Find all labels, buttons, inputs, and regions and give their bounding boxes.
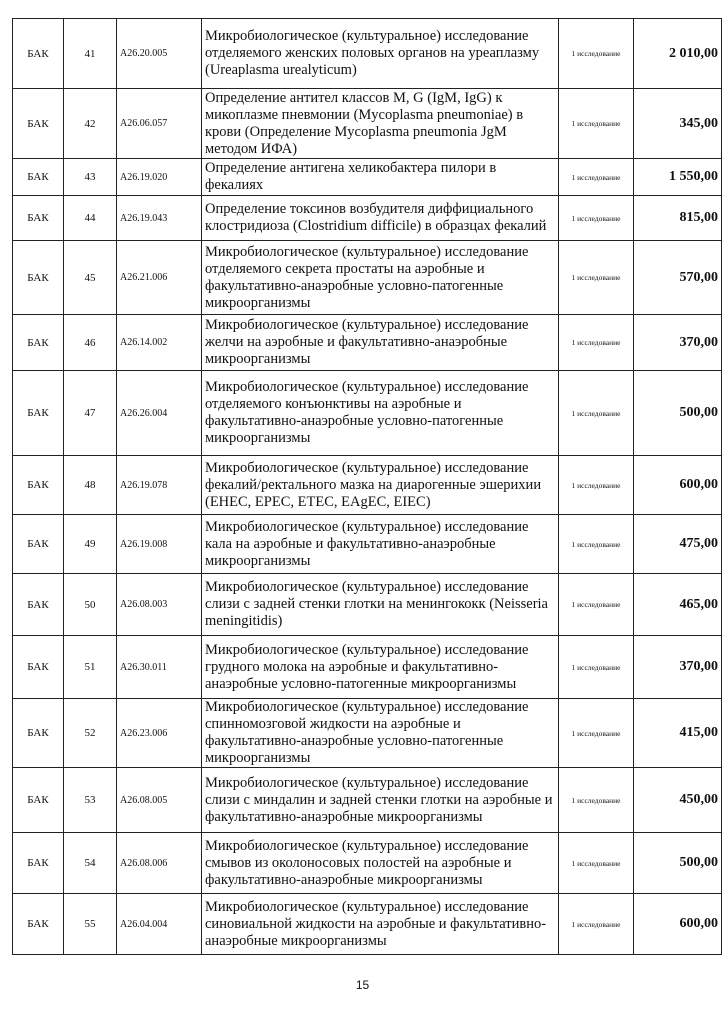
service-code-cell: A26.19.043 bbox=[117, 196, 202, 241]
price-list-table bbox=[12, 18, 722, 955]
row-number-cell: 41 bbox=[64, 19, 117, 89]
row-number-cell: 48 bbox=[64, 456, 117, 515]
department-cell: БАК bbox=[13, 241, 64, 315]
row-number-cell: 53 bbox=[64, 768, 117, 833]
department-cell: БАК bbox=[13, 574, 64, 636]
row-number-cell: 47 bbox=[64, 371, 117, 456]
service-code-cell: A26.06.057 bbox=[117, 89, 202, 159]
table-row bbox=[13, 196, 722, 241]
table-row bbox=[13, 371, 722, 456]
price-cell: 415,00 bbox=[634, 699, 722, 768]
service-code-cell: A26.14.002 bbox=[117, 315, 202, 371]
row-number-cell: 43 bbox=[64, 159, 117, 196]
table-row bbox=[13, 515, 722, 574]
unit-cell: 1 исследование bbox=[559, 574, 634, 636]
row-number-cell: 51 bbox=[64, 636, 117, 699]
department-cell: БАК bbox=[13, 515, 64, 574]
department-cell: БАК bbox=[13, 196, 64, 241]
unit-cell: 1 исследование bbox=[559, 456, 634, 515]
service-name-cell: Микробиологическое (культуральное) исследование слизи с миндалин и задней стенки глотки на аэробные и факультативно-анаэробные микроорганизмы bbox=[202, 768, 559, 833]
page-number: 15 bbox=[355, 978, 370, 992]
service-name-cell: Микробиологическое (культуральное) исследование грудного молока на аэробные и факультативно-анаэробные условно-патогенные микроорганизмы bbox=[202, 636, 559, 699]
department-cell: БАК bbox=[13, 833, 64, 894]
service-code-cell: A26.04.004 bbox=[117, 894, 202, 955]
department-cell: БАК bbox=[13, 699, 64, 768]
service-code-cell: A26.20.005 bbox=[117, 19, 202, 89]
service-code-cell: A26.08.003 bbox=[117, 574, 202, 636]
service-code-cell: A26.19.008 bbox=[117, 515, 202, 574]
table-row bbox=[13, 89, 722, 159]
service-code-cell: A26.19.078 bbox=[117, 456, 202, 515]
department-cell: БАК bbox=[13, 371, 64, 456]
price-cell: 370,00 bbox=[634, 636, 722, 699]
price-cell: 570,00 bbox=[634, 241, 722, 315]
service-code-cell: A26.26.004 bbox=[117, 371, 202, 456]
table-row bbox=[13, 768, 722, 833]
table-row bbox=[13, 699, 722, 768]
service-code-cell: A26.23.006 bbox=[117, 699, 202, 768]
row-number-cell: 45 bbox=[64, 241, 117, 315]
row-number-cell: 49 bbox=[64, 515, 117, 574]
service-name-cell: Микробиологическое (культуральное) исследование отделяемого конъюнктивы на аэробные и факультативно-анаэробные условно-патогенные микроорганизмы bbox=[202, 371, 559, 456]
unit-cell: 1 исследование bbox=[559, 894, 634, 955]
department-cell: БАК bbox=[13, 19, 64, 89]
unit-cell: 1 исследование bbox=[559, 19, 634, 89]
service-name-cell: Микробиологическое (культуральное) исследование фекалий/ректального мазка на диарогенные эшерихии (EHEC, EPEC, ETEC, EAgEC, EIEC) bbox=[202, 456, 559, 515]
service-name-cell: Микробиологическое (культуральное) исследование слизи с задней стенки глотки на менингококк (Neisseria meningitidis) bbox=[202, 574, 559, 636]
unit-cell: 1 исследование bbox=[559, 241, 634, 315]
service-code-cell: A26.19.020 bbox=[117, 159, 202, 196]
department-cell: БАК bbox=[13, 456, 64, 515]
row-number-cell: 52 bbox=[64, 699, 117, 768]
table-row bbox=[13, 241, 722, 315]
service-name-cell: Микробиологическое (культуральное) исследование отделяемого секрета простаты на аэробные и факультативно-анаэробные условно-патогенные микроорганизмы bbox=[202, 241, 559, 315]
price-cell: 475,00 bbox=[634, 515, 722, 574]
unit-cell: 1 исследование bbox=[559, 699, 634, 768]
table-row bbox=[13, 159, 722, 196]
row-number-cell: 42 bbox=[64, 89, 117, 159]
service-name-cell: Микробиологическое (культуральное) исследование отделяемого женских половых органов на уреаплазму (Ureaplasma urealyticum) bbox=[202, 19, 559, 89]
table-row bbox=[13, 894, 722, 955]
unit-cell: 1 исследование bbox=[559, 768, 634, 833]
table-row bbox=[13, 315, 722, 371]
price-cell: 450,00 bbox=[634, 768, 722, 833]
unit-cell: 1 исследование bbox=[559, 371, 634, 456]
service-name-cell: Определение антигена хеликобактера пилори в фекалиях bbox=[202, 159, 559, 196]
row-number-cell: 55 bbox=[64, 894, 117, 955]
unit-cell: 1 исследование bbox=[559, 196, 634, 241]
service-name-cell: Микробиологическое (культуральное) исследование кала на аэробные и факультативно-анаэробные микроорганизмы bbox=[202, 515, 559, 574]
price-cell: 2 010,00 bbox=[634, 19, 722, 89]
department-cell: БАК bbox=[13, 89, 64, 159]
table-row bbox=[13, 574, 722, 636]
row-number-cell: 54 bbox=[64, 833, 117, 894]
department-cell: БАК bbox=[13, 894, 64, 955]
department-cell: БАК bbox=[13, 315, 64, 371]
table-row bbox=[13, 636, 722, 699]
price-cell: 465,00 bbox=[634, 574, 722, 636]
service-code-cell: A26.08.005 bbox=[117, 768, 202, 833]
table-row bbox=[13, 19, 722, 89]
price-cell: 815,00 bbox=[634, 196, 722, 241]
row-number-cell: 44 bbox=[64, 196, 117, 241]
unit-cell: 1 исследование bbox=[559, 159, 634, 196]
row-number-cell: 46 bbox=[64, 315, 117, 371]
unit-cell: 1 исследование bbox=[559, 89, 634, 159]
department-cell: БАК bbox=[13, 768, 64, 833]
price-cell: 600,00 bbox=[634, 456, 722, 515]
row-number-cell: 50 bbox=[64, 574, 117, 636]
service-code-cell: A26.21.006 bbox=[117, 241, 202, 315]
unit-cell: 1 исследование bbox=[559, 636, 634, 699]
department-cell: БАК bbox=[13, 636, 64, 699]
department-cell: БАК bbox=[13, 159, 64, 196]
table-row bbox=[13, 456, 722, 515]
table-row bbox=[13, 833, 722, 894]
service-name-cell: Микробиологическое (культуральное) исследование синовиальной жидкости на аэробные и факультативно-анаэробные микроорганизмы bbox=[202, 894, 559, 955]
unit-cell: 1 исследование bbox=[559, 515, 634, 574]
price-cell: 600,00 bbox=[634, 894, 722, 955]
price-cell: 345,00 bbox=[634, 89, 722, 159]
service-name-cell: Микробиологическое (культуральное) исследование смывов из околоносовых полостей на аэробные и факультативно-анаэробные микроорганизмы bbox=[202, 833, 559, 894]
service-name-cell: Микробиологическое (культуральное) исследование спинномозговой жидкости на аэробные и факультативно-анаэробные условно-патогенные микроорганизмы bbox=[202, 699, 559, 768]
unit-cell: 1 исследование bbox=[559, 315, 634, 371]
service-code-cell: A26.30.011 bbox=[117, 636, 202, 699]
price-cell: 500,00 bbox=[634, 371, 722, 456]
unit-cell: 1 исследование bbox=[559, 833, 634, 894]
price-cell: 1 550,00 bbox=[634, 159, 722, 196]
service-name-cell: Микробиологическое (культуральное) исследование желчи на аэробные и факультативно-анаэробные микроорганизмы bbox=[202, 315, 559, 371]
service-name-cell: Определение антител классов M, G (IgM, IgG) к микоплазме пневмонии (Mycoplasma pneumoniae) в крови (Определение Mycoplasma pneumonia JgM методом ИФА) bbox=[202, 89, 559, 159]
service-name-cell: Определение токсинов возбудителя диффициального клостридиоза (Clostridium difficile) в образцах фекалий bbox=[202, 196, 559, 241]
price-cell: 370,00 bbox=[634, 315, 722, 371]
price-cell: 500,00 bbox=[634, 833, 722, 894]
service-code-cell: A26.08.006 bbox=[117, 833, 202, 894]
